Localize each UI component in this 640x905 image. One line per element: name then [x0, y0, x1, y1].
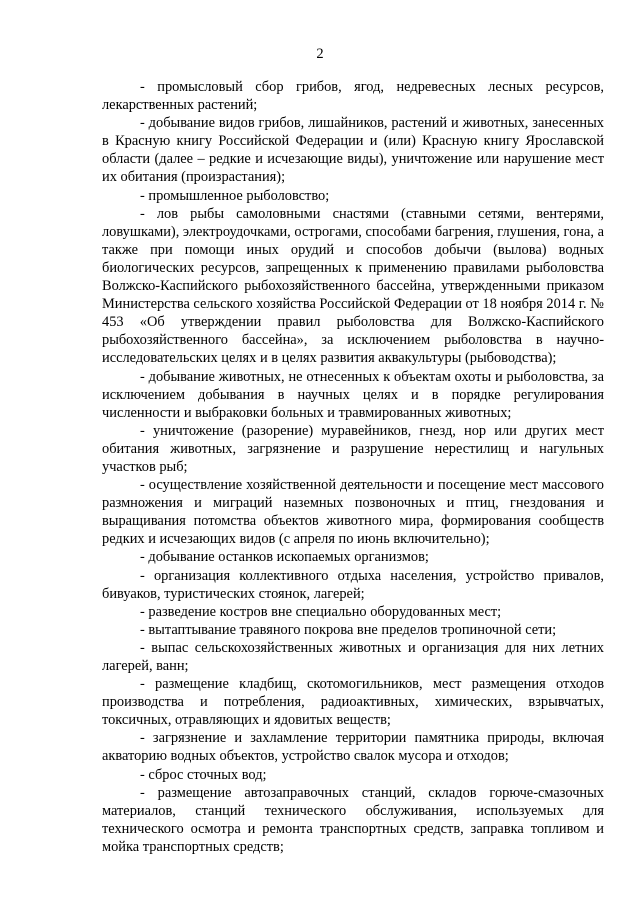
list-item: - размещение кладбищ, скотомогильников, мест размещения отходов производства и потребления, радиоактивных, химических, взрывчатых, токсичных, отравляющих и ядовитых веществ; [102, 676, 604, 729]
list-item: - выпас сельскохозяйственных животных и организация для них летних лагерей, ванн; [102, 639, 604, 674]
document-body [102, 78, 604, 856]
list-item: - добывание видов грибов, лишайников, растений и животных, занесенных в Красную книгу Российской Федерации и (или) Красную книгу Ярославской области (далее – редкие и исчезающие виды), уничтожение или нарушение мест их обитания (произрастания); [102, 115, 604, 186]
list-item: - добывание останков ископаемых организмов; [140, 549, 429, 566]
list-item: - сброс сточных вод; [140, 766, 267, 783]
page-number: 2 [316, 46, 324, 62]
list-item: - размещение автозаправочных станций, складов горюче-смазочных материалов, станций технического обслуживания, используемых для технического осмотра и ремонта транспортных средств, заправка топливом и мойка транспортных средств; [102, 784, 604, 855]
list-item: - добывание животных, не отнесенных к объектам охоты и рыболовства, за исключением добывания в научных целях и в порядке регулирования численности и выбраковки больных и травмированных животных; [102, 368, 604, 421]
list-item: - промышленное рыболовство; [140, 187, 330, 204]
list-item: - разведение костров вне специально оборудованных мест; [140, 603, 502, 620]
list-item: - организация коллективного отдыха населения, устройство привалов, бивуаков, туристических стоянок, лагерей; [102, 567, 604, 602]
list-item: - загрязнение и захламление территории памятника природы, включая акваторию водных объектов, устройство свалок мусора и отходов; [102, 730, 604, 765]
list-item: - промысловый сбор грибов, ягод, недревесных лесных ресурсов, лекарственных растений; [102, 79, 604, 114]
list-item: - уничтожение (разорение) муравейников, гнезд, нор или других мест обитания животных, загрязнение и разрушение нерестилищ и нагульных участков рыб; [102, 422, 604, 475]
list-item: - осуществление хозяйственной деятельности и посещение мест массового размножения и миграций наземных позвоночных и птиц, гнездования и выращивания потомства объектов животного мира, формирования сообществ редких и исчезающих видов (с апреля по июнь включительно); [102, 477, 604, 548]
list-item: - лов рыбы самоловными снастями (ставными сетями, вентерями, ловушками), электроудочками, острогами, способами багрения, глушения, гона, а также при помощи иных орудий и способов добычи (вылова) водных биологических ресурсов, запрещенных к применению правилами рыболовства Волжско-Каспийского рыбохозяйственного бассейна, утвержденными приказом Министерства сельского хозяйства Российской Федерации от 18 ноября 2014 г. № 453 «Об утверждении правил рыболовства для Волжско-Каспийского рыбохозяйственного бассейна», за исключением рыболовства в научно-исследовательских целях и в целях развития аквакультуры (рыбоводства); [102, 205, 604, 367]
list-item: - вытаптывание травяного покрова вне пределов тропиночной сети; [140, 621, 557, 638]
